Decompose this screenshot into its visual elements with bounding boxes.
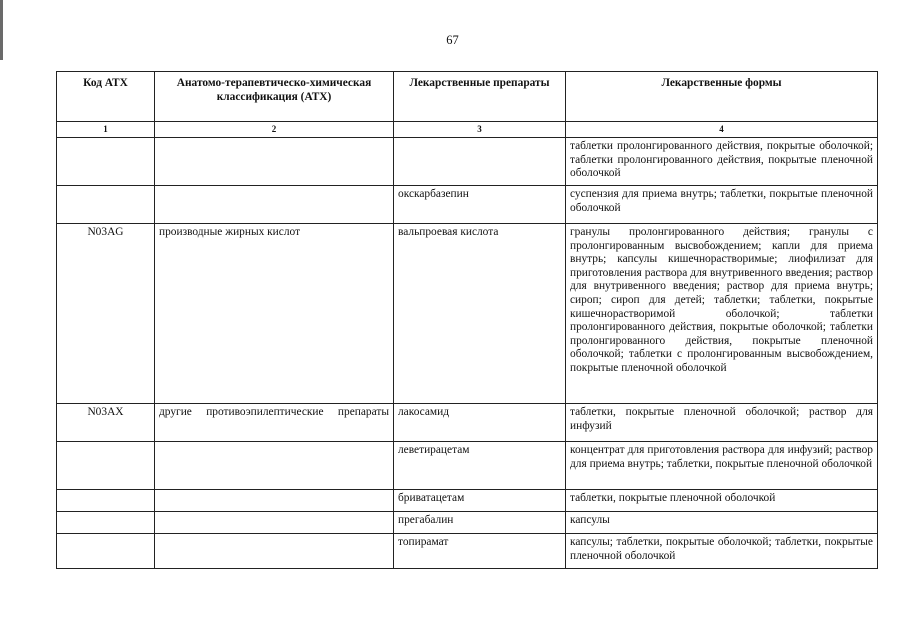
classification-cell xyxy=(155,490,394,512)
table-row xyxy=(57,186,878,224)
column-number: 3 xyxy=(394,122,566,138)
header-classification: Анатомо-терапевтическо-химическая классификация (АТХ) xyxy=(155,72,394,122)
forms-cell: таблетки, покрытые пленочной оболочкой; раствор для инфузий xyxy=(566,404,878,442)
classification-cell xyxy=(155,442,394,490)
column-number-row xyxy=(57,122,878,138)
atc-code-cell xyxy=(57,534,155,569)
forms-cell: капсулы xyxy=(566,512,878,534)
drug-cell: лакосамид xyxy=(394,404,566,442)
classification-cell xyxy=(155,534,394,569)
atc-code-cell: N03AX xyxy=(57,404,155,442)
forms-cell: гранулы пролонгированного действия; гранулы с пролонгированным высвобождением; капли для приема внутрь; капсулы кишечнорастворимые; лиофилизат для приготовления раствора для внутривенного введения; раствор для внутривенного введения; раствор для приема внутрь; сироп; сироп для детей; таблетки; таблетки, покрытые кишечнорастворимой оболочкой; таблетки пролонгированного действия, покрытые оболочкой; таблетки пролонгированного действия, покрытые пленочной оболочкой; таблетки с пролонгированным высвобождением, покрытые пленочной оболочкой xyxy=(566,224,878,404)
table-row xyxy=(57,512,878,534)
classification-cell: производные жирных кислот xyxy=(155,224,394,404)
header-drugs: Лекарственные препараты xyxy=(394,72,566,122)
drug-cell: топирамат xyxy=(394,534,566,569)
header-code: Код АТХ xyxy=(57,72,155,122)
column-number: 1 xyxy=(57,122,155,138)
table-row xyxy=(57,442,878,490)
table-row xyxy=(57,534,878,569)
drug-cell: леветирацетам xyxy=(394,442,566,490)
table-row xyxy=(57,404,878,442)
scan-edge xyxy=(0,0,3,60)
table-row xyxy=(57,138,878,186)
drug-cell xyxy=(394,138,566,186)
forms-cell: суспензия для приема внутрь; таблетки, покрытые пленочной оболочкой xyxy=(566,186,878,224)
atc-code-cell: N03AG xyxy=(57,224,155,404)
classification-cell: другие противоэпилептические препараты xyxy=(155,404,394,442)
drug-cell: вальпроевая кислота xyxy=(394,224,566,404)
atc-code-cell xyxy=(57,442,155,490)
drug-cell: бриватацетам xyxy=(394,490,566,512)
table-row xyxy=(57,224,878,404)
drug-cell: окскарбазепин xyxy=(394,186,566,224)
forms-cell: таблетки пролонгированного действия, покрытые оболочкой; таблетки пролонгированного действия, покрытые пленочной оболочкой xyxy=(566,138,878,186)
forms-cell: таблетки, покрытые пленочной оболочкой xyxy=(566,490,878,512)
atc-code-cell xyxy=(57,512,155,534)
atc-table xyxy=(56,71,878,569)
atc-code-cell xyxy=(57,490,155,512)
header-row xyxy=(57,72,878,122)
classification-cell xyxy=(155,186,394,224)
page-number: 67 xyxy=(446,33,459,47)
atc-code-cell xyxy=(57,138,155,186)
classification-cell xyxy=(155,138,394,186)
forms-cell: концентрат для приготовления раствора для инфузий; раствор для приема внутрь; таблетки, покрытые пленочной оболочкой xyxy=(566,442,878,490)
table-row xyxy=(57,490,878,512)
column-number: 4 xyxy=(566,122,878,138)
forms-cell: капсулы; таблетки, покрытые оболочкой; таблетки, покрытые пленочной оболочкой xyxy=(566,534,878,569)
drug-cell: прегабалин xyxy=(394,512,566,534)
classification-cell xyxy=(155,512,394,534)
column-number: 2 xyxy=(155,122,394,138)
header-forms: Лекарственные формы xyxy=(566,72,878,122)
atc-code-cell xyxy=(57,186,155,224)
